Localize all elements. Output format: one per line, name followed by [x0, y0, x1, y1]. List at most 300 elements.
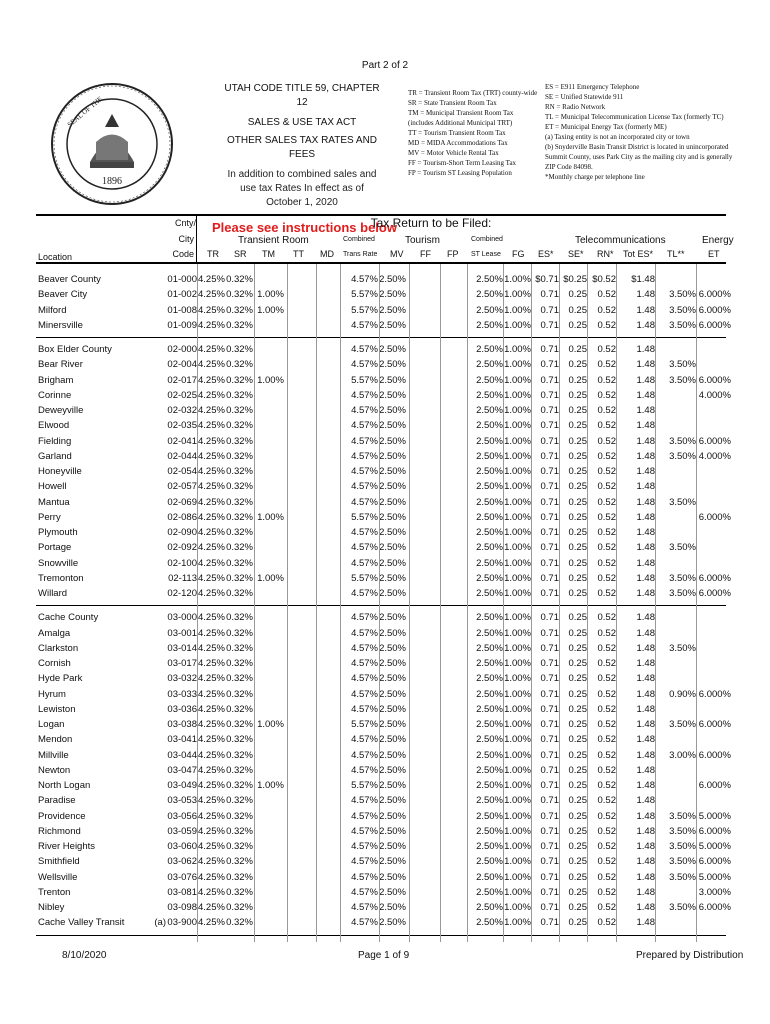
legend-item: ZIP Code 84098.: [545, 163, 593, 171]
cell-combined-rate: 4.57%: [351, 856, 378, 868]
cell-st-lease: 2.50%: [476, 810, 503, 822]
cell-es: 0.71: [540, 642, 559, 654]
cell-rn: 0.52: [597, 917, 616, 929]
cell-mv: 2.50%: [379, 673, 406, 685]
cell-se: 0.25: [568, 511, 587, 523]
cell-se: 0.25: [568, 871, 587, 883]
cell-tot-es: 1.48: [636, 917, 655, 929]
cell-location: Lewiston: [38, 703, 76, 715]
cell-location: Millville: [38, 749, 69, 761]
cell-fg: 1.00%: [504, 557, 531, 569]
cell-sr: 0.32%: [226, 496, 253, 508]
cell-st-lease: 2.50%: [476, 481, 503, 493]
cell-code: 03-053: [167, 795, 197, 807]
cell-combined-rate: 4.57%: [351, 673, 378, 685]
cell-location: Newton: [38, 764, 71, 776]
cell-tr: 4.25%: [198, 481, 225, 493]
cell-et: 6.000%: [698, 902, 731, 913]
cell-mv: 2.50%: [379, 886, 406, 898]
cell-st-lease: 2.50%: [476, 511, 503, 523]
cell-code: 02-090: [167, 527, 197, 538]
cell-code: 03-049: [167, 780, 197, 791]
svg-text:SEAL OF THE: SEAL OF THE: [65, 94, 105, 129]
cell-es: 0.71: [540, 359, 559, 371]
cell-note: (a): [154, 917, 166, 929]
cell-location: Deweyville: [38, 405, 84, 416]
legend-item: FP = Tourism ST Leasing Population: [408, 169, 512, 177]
cell-se: 0.25: [568, 856, 587, 868]
cell-rn: 0.52: [597, 886, 616, 898]
cell-fg: 1.00%: [504, 572, 531, 584]
cell-mv: 2.50%: [379, 780, 406, 791]
cell-fg: 1.00%: [504, 389, 531, 401]
cell-se: 0.25: [568, 612, 587, 624]
cell-fg: 1.00%: [504, 764, 531, 776]
legend-item: TM = Municipal Transient Room Tax: [408, 109, 514, 117]
cell-se: 0.25: [568, 481, 587, 493]
column-rule: [616, 264, 617, 942]
cell-mv: 2.50%: [379, 466, 406, 477]
cell-combined-rate: 5.57%: [351, 572, 378, 584]
cell-rn: 0.52: [597, 496, 616, 508]
cell-code: 02-092: [167, 542, 197, 554]
cell-location: Mantua: [38, 496, 70, 508]
cell-rn: 0.52: [597, 658, 616, 669]
cell-es: 0.71: [540, 612, 559, 624]
cell-mv: 2.50%: [379, 496, 406, 508]
cell-tot-es: 1.48: [636, 871, 655, 883]
cell-location: Perry: [38, 511, 61, 523]
cell-st-lease: 2.50%: [476, 435, 503, 447]
cell-fg: 1.00%: [504, 795, 531, 807]
cell-sr: 0.32%: [226, 886, 253, 898]
cell-se: 0.25: [568, 389, 587, 401]
cell-code: 01-008: [167, 304, 197, 316]
cell-sr: 0.32%: [226, 612, 253, 624]
cell-combined-rate: 4.57%: [351, 542, 378, 554]
legend-item: (b) Snyderville Basin Transit District is located in unincorporated: [545, 143, 729, 151]
cell-location: North Logan: [38, 780, 91, 791]
cell-tr: 4.25%: [198, 673, 225, 685]
cell-rn: 0.52: [597, 703, 616, 715]
cell-tot-es: 1.48: [636, 435, 655, 447]
cell-tot-es: 1.48: [636, 542, 655, 554]
cell-location: Providence: [38, 810, 86, 822]
cell-tm: 1.00%: [257, 780, 284, 791]
cell-combined-rate: 5.57%: [351, 289, 378, 301]
cell-tot-es: 1.48: [636, 466, 655, 477]
cell-location: Milford: [38, 304, 67, 316]
cell-tr: 4.25%: [198, 496, 225, 508]
cell-rn: 0.52: [597, 642, 616, 654]
cell-combined-rate: 5.57%: [351, 719, 378, 730]
title-code: UTAH CODE TITLE 59, CHAPTER 12: [224, 83, 380, 108]
cell-es: 0.71: [540, 374, 559, 386]
cell-tot-es: 1.48: [636, 481, 655, 493]
cell-mv: 2.50%: [379, 304, 406, 316]
cell-st-lease: 2.50%: [476, 642, 503, 654]
cell-rn: 0.52: [597, 542, 616, 554]
cell-et: 6.000%: [698, 572, 731, 584]
cell-fg: 1.00%: [504, 749, 531, 761]
cell-et: 4.000%: [698, 389, 731, 401]
hdr-tt: TT: [293, 249, 304, 259]
cell-fg: 1.00%: [504, 359, 531, 371]
cell-se: 0.25: [568, 374, 587, 386]
cell-tl: 3.50%: [669, 435, 696, 447]
column-rule: [531, 264, 532, 942]
cell-fg: 1.00%: [504, 810, 531, 822]
cell-se: 0.25: [568, 588, 587, 599]
cell-tot-es: 1.48: [636, 344, 655, 355]
cell-code: 03-033: [167, 688, 197, 700]
cell-rn: 0.52: [597, 405, 616, 416]
cell-tot-es: 1.48: [636, 496, 655, 508]
cell-code: 03-036: [167, 703, 197, 715]
cell-tr: 4.25%: [198, 841, 225, 852]
cell-mv: 2.50%: [379, 658, 406, 669]
cell-es: 0.71: [540, 902, 559, 913]
cell-sr: 0.32%: [226, 466, 253, 477]
cell-se: 0.25: [568, 344, 587, 355]
cell-combined-rate: 4.57%: [351, 627, 378, 639]
cell-tl: 3.50%: [669, 572, 696, 584]
column-rule: [287, 264, 288, 942]
group-divider: [36, 935, 726, 936]
cell-fg: 1.00%: [504, 780, 531, 791]
cell-rn: 0.52: [597, 764, 616, 776]
cell-tr: 4.25%: [198, 627, 225, 639]
cell-code: 02-120: [167, 588, 197, 599]
cell-fg: 1.00%: [504, 289, 531, 301]
cell-location: Cache Valley Transit: [38, 917, 125, 929]
column-rule: [379, 264, 380, 942]
cell-mv: 2.50%: [379, 319, 406, 331]
cell-st-lease: 2.50%: [476, 557, 503, 569]
hdr-location: Location: [38, 252, 73, 262]
cell-tl: 3.50%: [669, 496, 696, 508]
cell-rn: 0.52: [597, 588, 616, 599]
cell-tot-es: 1.48: [636, 612, 655, 624]
cell-rn: 0.52: [597, 304, 616, 316]
cell-tr: 4.25%: [198, 703, 225, 715]
cell-rn: 0.52: [597, 780, 616, 791]
cell-combined-rate: 4.57%: [351, 359, 378, 371]
cell-fg: 1.00%: [504, 496, 531, 508]
cell-es: 0.71: [540, 764, 559, 776]
cell-fg: 1.00%: [504, 902, 531, 913]
cell-location: Corinne: [38, 389, 72, 401]
cell-es: 0.71: [540, 734, 559, 746]
cell-rn: $0.52: [592, 274, 616, 285]
footer-date: 8/10/2020: [62, 950, 107, 961]
cell-combined-rate: 4.57%: [351, 481, 378, 493]
cell-tot-es: 1.48: [636, 319, 655, 331]
cell-rn: 0.52: [597, 511, 616, 523]
cell-tot-es: 1.48: [636, 572, 655, 584]
hdr-tm: TM: [262, 249, 275, 259]
cell-es: 0.71: [540, 749, 559, 761]
cell-se: 0.25: [568, 627, 587, 639]
cell-et: 6.000%: [698, 688, 731, 700]
cell-tr: 4.25%: [198, 719, 225, 730]
cell-tot-es: 1.48: [636, 825, 655, 837]
cell-location: Wellsville: [38, 871, 78, 883]
cell-rn: 0.52: [597, 902, 616, 913]
cell-et: 6.000%: [698, 588, 731, 599]
cell-tr: 4.25%: [198, 902, 225, 913]
legend-item: ET = Municipal Energy Tax (formerly ME): [545, 123, 667, 131]
cell-sr: 0.32%: [226, 405, 253, 416]
cell-se: 0.25: [568, 658, 587, 669]
cell-se: 0.25: [568, 572, 587, 584]
hdr-cnty: Cnty/: [175, 218, 197, 228]
cell-location: Brigham: [38, 374, 74, 386]
cell-tot-es: 1.48: [636, 673, 655, 685]
hdr-tl: TL**: [667, 249, 685, 259]
cell-fg: 1.00%: [504, 703, 531, 715]
cell-et: 6.000%: [698, 749, 731, 761]
cell-tl: 3.50%: [669, 902, 696, 913]
cell-es: 0.71: [540, 289, 559, 301]
cell-location: Minersville: [38, 319, 83, 331]
cell-combined-rate: 4.57%: [351, 466, 378, 477]
cell-sr: 0.32%: [226, 359, 253, 371]
cell-sr: 0.32%: [226, 572, 253, 584]
cell-et: 6.000%: [698, 289, 731, 301]
cell-fg: 1.00%: [504, 274, 531, 285]
cell-location: Fielding: [38, 435, 72, 447]
cell-location: Amalga: [38, 627, 71, 639]
cell-tl: 3.50%: [669, 642, 696, 654]
cell-es: 0.71: [540, 917, 559, 929]
cell-tot-es: 1.48: [636, 450, 655, 462]
cell-code: 02-041: [167, 435, 197, 447]
cell-es: 0.71: [540, 673, 559, 685]
cell-tr: 4.25%: [198, 810, 225, 822]
cell-st-lease: 2.50%: [476, 703, 503, 715]
cell-st-lease: 2.50%: [476, 374, 503, 386]
cell-sr: 0.32%: [226, 289, 253, 301]
cell-es: 0.71: [540, 703, 559, 715]
cell-tl: 3.50%: [669, 810, 696, 822]
cell-rn: 0.52: [597, 841, 616, 852]
cell-fg: 1.00%: [504, 374, 531, 386]
cell-et: 4.000%: [698, 450, 731, 462]
cell-combined-rate: 4.57%: [351, 319, 378, 331]
cell-combined-rate: 4.57%: [351, 612, 378, 624]
group-divider: [36, 605, 726, 606]
cell-code: 02-004: [167, 359, 197, 371]
title-act: SALES & USE TAX ACT: [247, 117, 357, 128]
cell-mv: 2.50%: [379, 810, 406, 822]
cell-mv: 2.50%: [379, 359, 406, 371]
cell-rn: 0.52: [597, 612, 616, 624]
cell-combined-rate: 4.57%: [351, 703, 378, 715]
cell-tr: 4.25%: [198, 405, 225, 416]
header-bottom-rule: [36, 262, 726, 264]
cell-tot-es: 1.48: [636, 642, 655, 654]
cell-location: Nibley: [38, 902, 65, 913]
cell-rn: 0.52: [597, 420, 616, 432]
cell-tr: 4.25%: [198, 557, 225, 569]
cell-sr: 0.32%: [226, 688, 253, 700]
cell-tr: 4.25%: [198, 274, 225, 285]
cell-mv: 2.50%: [379, 542, 406, 554]
cell-st-lease: 2.50%: [476, 627, 503, 639]
cell-es: 0.71: [540, 542, 559, 554]
cell-sr: 0.32%: [226, 764, 253, 776]
cell-combined-rate: 4.57%: [351, 688, 378, 700]
cell-fg: 1.00%: [504, 304, 531, 316]
cell-es: 0.71: [540, 319, 559, 331]
cell-tot-es: 1.48: [636, 764, 655, 776]
hdr-code: Code: [172, 249, 194, 259]
cell-fg: 1.00%: [504, 673, 531, 685]
cell-location: Bear River: [38, 359, 83, 371]
cell-tot-es: 1.48: [636, 658, 655, 669]
cell-st-lease: 2.50%: [476, 542, 503, 554]
cell-combined-rate: 4.57%: [351, 871, 378, 883]
cell-location: Cache County: [38, 612, 99, 624]
part-label: Part 2 of 2: [361, 60, 409, 71]
column-rule: [467, 264, 468, 942]
cell-es: 0.71: [540, 557, 559, 569]
cell-tr: 4.25%: [198, 856, 225, 868]
cell-mv: 2.50%: [379, 627, 406, 639]
cell-location: Box Elder County: [38, 344, 112, 355]
cell-mv: 2.50%: [379, 902, 406, 913]
cell-mv: 2.50%: [379, 749, 406, 761]
hdr-transient-room: Transient Room: [238, 235, 309, 246]
cell-tr: 4.25%: [198, 466, 225, 477]
cell-se: 0.25: [568, 841, 587, 852]
cell-st-lease: 2.50%: [476, 917, 503, 929]
cell-sr: 0.32%: [226, 511, 253, 523]
cell-sr: 0.32%: [226, 304, 253, 316]
cell-se: 0.25: [568, 319, 587, 331]
cell-fg: 1.00%: [504, 344, 531, 355]
cell-code: 02-086: [167, 511, 197, 523]
cell-combined-rate: 5.57%: [351, 304, 378, 316]
cell-tot-es: 1.48: [636, 810, 655, 822]
legend-item: Summit County, uses Park City as the mailing city and is generally: [545, 153, 733, 161]
legend-item: SE = Unified Statewide 911: [545, 93, 624, 101]
cell-es: 0.71: [540, 572, 559, 584]
cell-rn: 0.52: [597, 810, 616, 822]
cell-tr: 4.25%: [198, 871, 225, 883]
cell-tot-es: 1.48: [636, 389, 655, 401]
cell-tot-es: $1.48: [631, 274, 655, 285]
cell-rn: 0.52: [597, 719, 616, 730]
cell-et: 6.000%: [698, 825, 731, 837]
cell-se: 0.25: [568, 642, 587, 654]
cell-es: 0.71: [540, 795, 559, 807]
cell-se: 0.25: [568, 795, 587, 807]
cell-sr: 0.32%: [226, 527, 253, 538]
cell-tl: 3.50%: [669, 374, 696, 386]
seal-icon: [50, 82, 174, 206]
cell-mv: 2.50%: [379, 612, 406, 624]
cell-tot-es: 1.48: [636, 841, 655, 852]
cell-tm: 1.00%: [257, 572, 284, 584]
cell-location: Portage: [38, 542, 72, 554]
cell-location: Snowville: [38, 557, 79, 569]
cell-tr: 4.25%: [198, 344, 225, 355]
cell-tl: 3.50%: [669, 841, 696, 852]
cell-location: Hyde Park: [38, 673, 83, 685]
cell-location: River Heights: [38, 841, 96, 852]
subtitle: In addition to combined sales and use tax Rates In effect as of October 1, 2020: [227, 169, 377, 208]
cell-combined-rate: 4.57%: [351, 344, 378, 355]
cell-es: 0.71: [540, 304, 559, 316]
cell-location: Tremonton: [38, 572, 84, 584]
cell-combined-rate: 4.57%: [351, 405, 378, 416]
cell-combined-rate: 4.57%: [351, 734, 378, 746]
cell-es: 0.71: [540, 841, 559, 852]
cell-tot-es: 1.48: [636, 734, 655, 746]
cell-mv: 2.50%: [379, 795, 406, 807]
cell-mv: 2.50%: [379, 572, 406, 584]
cell-tot-es: 1.48: [636, 527, 655, 538]
cell-mv: 2.50%: [379, 734, 406, 746]
group-divider: [36, 337, 726, 338]
cell-rn: 0.52: [597, 825, 616, 837]
cell-se: 0.25: [568, 359, 587, 371]
cell-mv: 2.50%: [379, 642, 406, 654]
cell-location: Honeyville: [38, 466, 82, 477]
cell-code: 03-098: [167, 902, 197, 913]
cell-fg: 1.00%: [504, 688, 531, 700]
cell-mv: 2.50%: [379, 435, 406, 447]
title-rates: OTHER SALES TAX RATES AND FEES: [226, 135, 378, 160]
legend-item: TR = Transient Room Tax (TRT) county-wide: [408, 89, 538, 97]
cell-es: 0.71: [540, 420, 559, 432]
cell-st-lease: 2.50%: [476, 588, 503, 599]
cell-code: 02-025: [167, 389, 197, 401]
cell-fg: 1.00%: [504, 825, 531, 837]
cell-st-lease: 2.50%: [476, 612, 503, 624]
cell-es: 0.71: [540, 466, 559, 477]
cell-combined-rate: 4.57%: [351, 389, 378, 401]
cell-mv: 2.50%: [379, 825, 406, 837]
cell-tr: 4.25%: [198, 542, 225, 554]
cell-rn: 0.52: [597, 795, 616, 807]
cell-combined-rate: 4.57%: [351, 642, 378, 654]
cell-rn: 0.52: [597, 359, 616, 371]
hdr-energy: Energy: [702, 235, 734, 246]
cell-tr: 4.25%: [198, 435, 225, 447]
cell-mv: 2.50%: [379, 405, 406, 416]
cell-st-lease: 2.50%: [476, 344, 503, 355]
cell-st-lease: 2.50%: [476, 749, 503, 761]
cell-tr: 4.25%: [198, 688, 225, 700]
cell-tot-es: 1.48: [636, 902, 655, 913]
cell-tot-es: 1.48: [636, 856, 655, 868]
legend-item: RN = Radio Network: [545, 103, 606, 111]
cell-tot-es: 1.48: [636, 511, 655, 523]
cell-tot-es: 1.48: [636, 719, 655, 730]
cell-mv: 2.50%: [379, 703, 406, 715]
cell-mv: 2.50%: [379, 389, 406, 401]
cell-tr: 4.25%: [198, 764, 225, 776]
cell-sr: 0.32%: [226, 642, 253, 654]
cell-st-lease: 2.50%: [476, 658, 503, 669]
column-rule: [696, 264, 697, 942]
cell-tl: 3.50%: [669, 856, 696, 868]
cell-tm: 1.00%: [257, 289, 284, 301]
cell-mv: 2.50%: [379, 871, 406, 883]
